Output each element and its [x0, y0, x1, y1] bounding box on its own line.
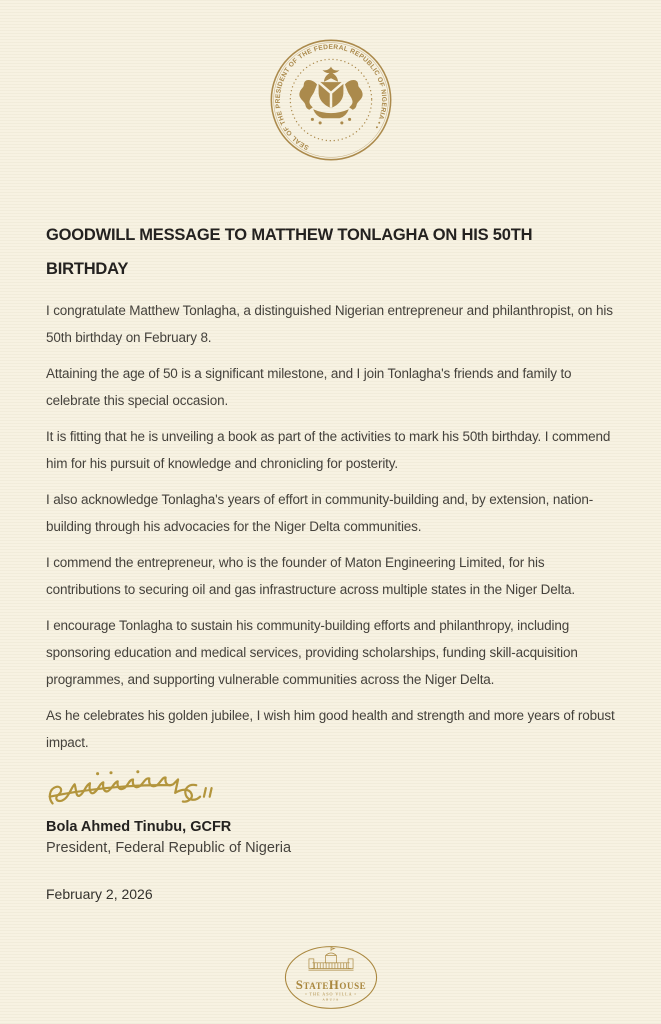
- presidential-seal-icon: [269, 38, 393, 162]
- statehouse-logo-icon: [282, 943, 380, 1012]
- letter-paragraph-5: I commend the entrepreneur, who is the founder of Maton Engineering Limited, for his contributions to securing oil and gas infrastructure across multiple states in the Niger Delta.: [46, 555, 576, 597]
- signatory-role: President, Federal Republic of Nigeria: [46, 840, 292, 856]
- statehouse-logo: [282, 943, 380, 1012]
- statehouse-logo-location: ABUJA: [322, 997, 339, 1002]
- coat-of-arms-icon: [299, 67, 362, 125]
- signature-block: [46, 765, 615, 904]
- statehouse-logo-subtitle: • THE ASO VILLA •: [304, 991, 357, 997]
- signatory-name: Bola Ahmed Tinubu, GCFR: [46, 819, 232, 835]
- letter-paragraph-1: I congratulate Matthew Tonlagha, a distinguished Nigerian entrepreneur and philanthropist, on his 50th birthday on February 8.: [46, 303, 613, 345]
- letter-paragraph-6: I encourage Tonlagha to sustain his community-building efforts and philanthropy, including sponsoring education and medical services, providing scholarships, funding skill-acquisition programmes, and supporting vulnerable communities across the Niger Delta.: [46, 618, 578, 687]
- letter-paragraph-2: Attaining the age of 50 is a significant milestone, and I join Tonlagha's friends and family to celebrate this special occasion.: [46, 366, 572, 408]
- letter-date: February 2, 2026: [46, 886, 153, 902]
- presidential-seal: [269, 38, 393, 162]
- letter-paragraph-4: I also acknowledge Tonlagha's years of effort in community-building and, by extension, nation-building through his advocacies for the Niger Delta communities.: [46, 492, 594, 534]
- seal-circular-text: SEAL OF THE PRESIDENT OF THE FEDERAL REPUBLIC OF NIGERIA • •: [274, 43, 387, 151]
- letter-title: GOODWILL MESSAGE TO MATTHEW TONLAGHA ON HIS 50TH BIRTHDAY: [46, 226, 533, 278]
- signature-icon: [43, 765, 225, 815]
- letter-body: [46, 297, 615, 756]
- statehouse-logo-name: StateHouse: [295, 977, 366, 992]
- letter-paragraph-3: It is fitting that he is unveiling a book as part of the activities to mark his 50th birthday. I commend him for his pursuit of knowledge and chronicling for posterity.: [46, 429, 611, 471]
- letter-paragraph-7: As he celebrates his golden jubilee, I wish him good health and strength and more years of robust impact.: [46, 708, 615, 750]
- aso-villa-building-icon: [308, 948, 353, 971]
